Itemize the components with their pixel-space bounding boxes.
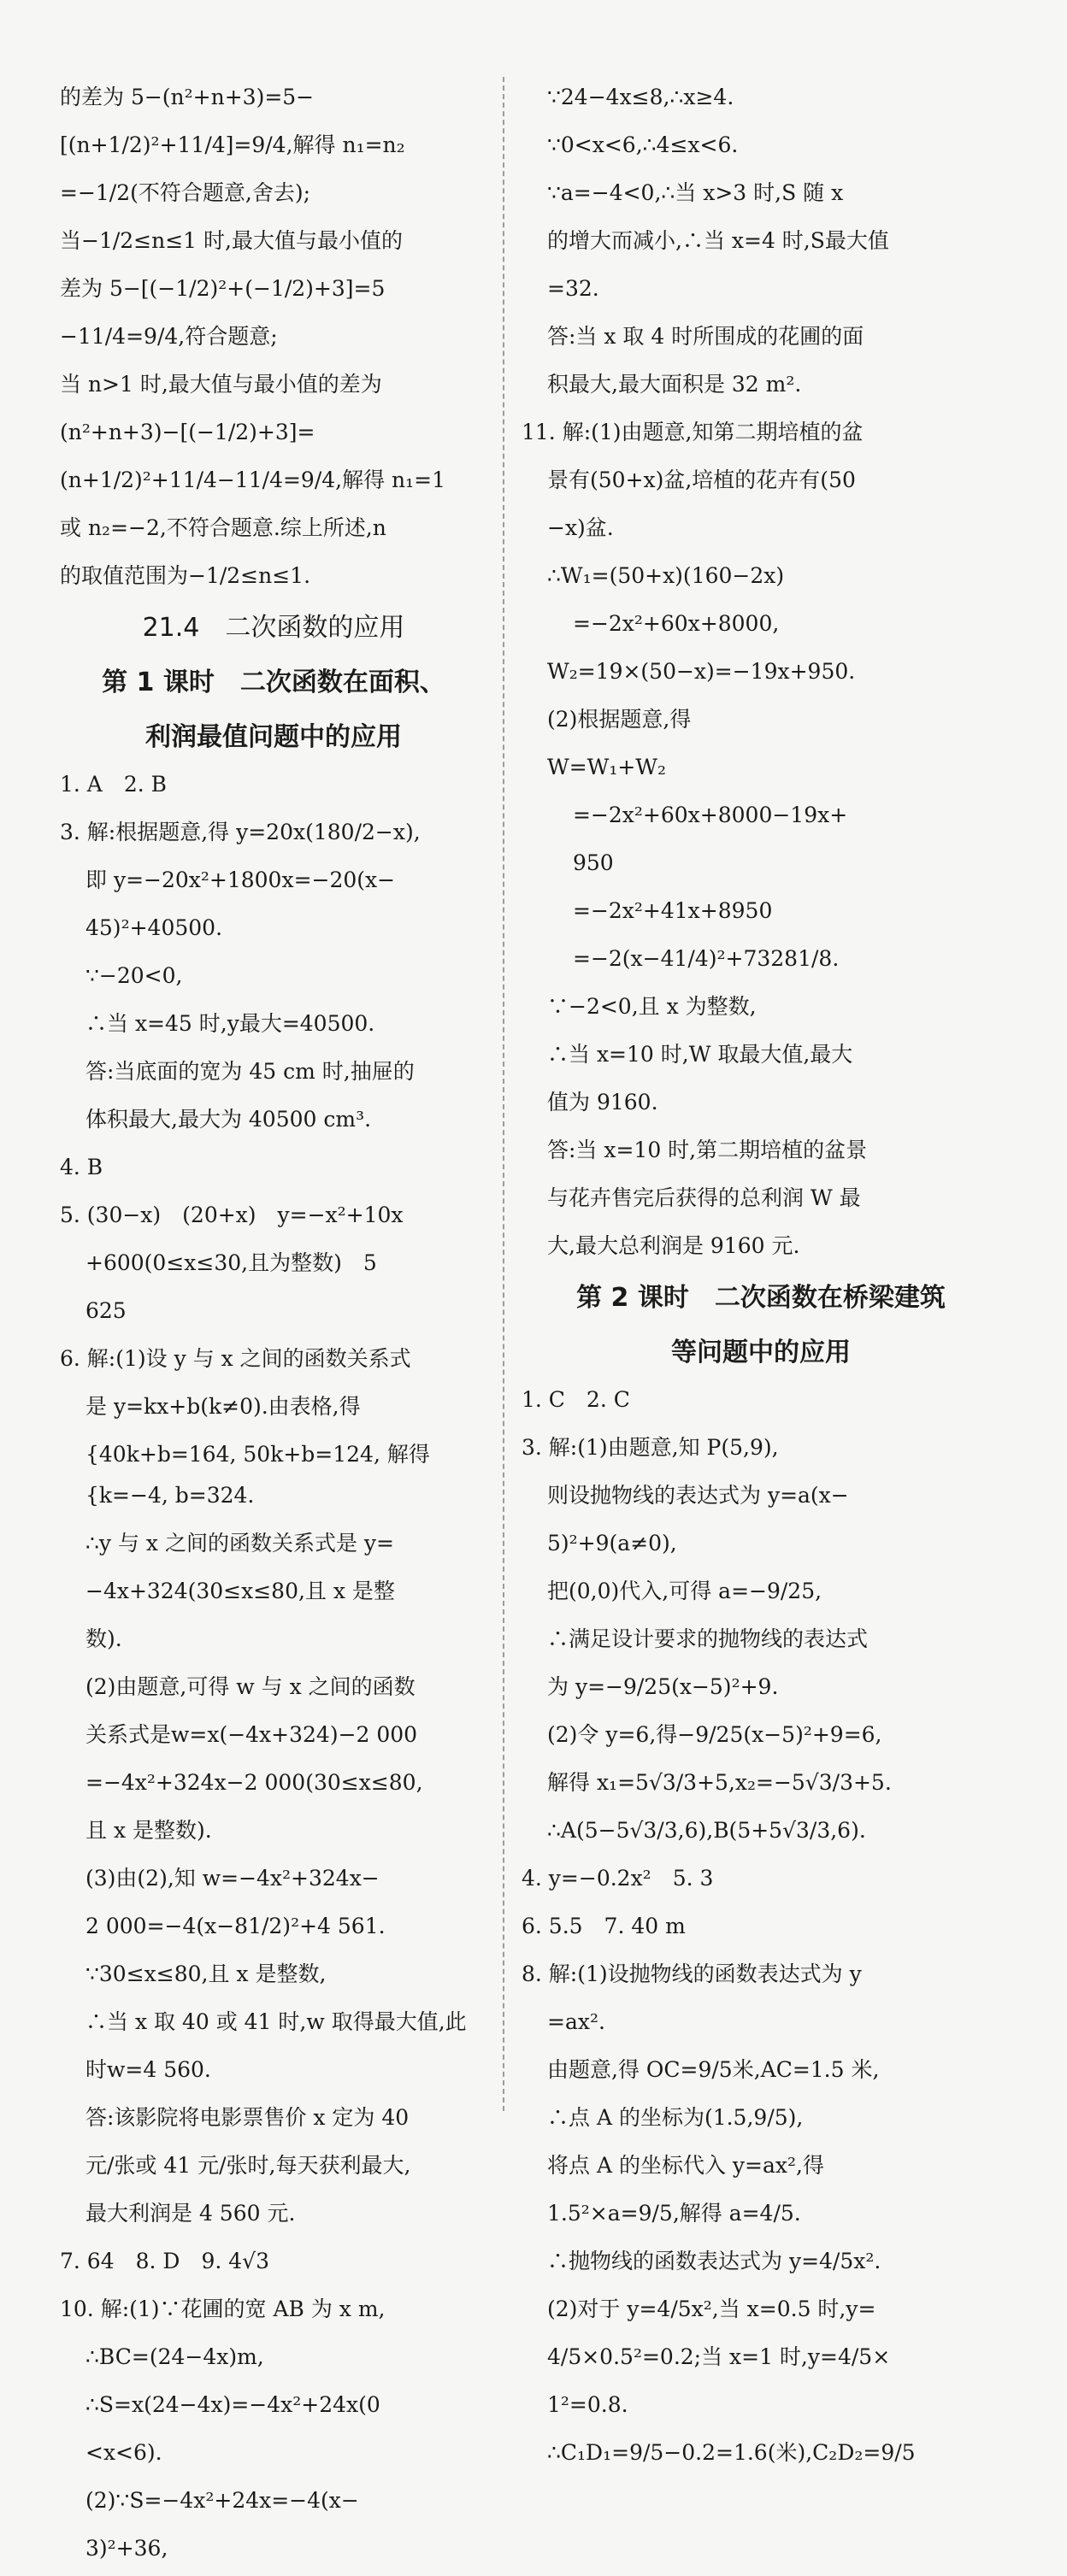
text-line: ∴BC=(24−4x)m, — [85, 2344, 264, 2369]
text-line: =ax². — [547, 2009, 605, 2034]
text-line: 积最大,最大面积是 32 m². — [547, 372, 802, 397]
text-line: =−4x²+324x−2 000(30≤x≤80, — [85, 1770, 423, 1795]
text-line: =32. — [547, 276, 599, 301]
text-line: 则设抛物线的表达式为 y=a(x− — [547, 1483, 849, 1508]
text-line: 答:当 x 取 4 时所围成的花圃的面 — [547, 324, 864, 349]
text-line: ∴A(5−5√3/3,6),B(5+5√3/3,6). — [547, 1818, 866, 1843]
text-line: 将点 A 的坐标代入 y=ax²,得 — [547, 2153, 824, 2178]
text-line: (3)由(2),知 w=−4x²+324x− — [85, 1866, 380, 1891]
text-line: 4. B — [60, 1155, 103, 1179]
text-line: 21.4 二次函数的应用 — [142, 613, 405, 643]
text-line: ∴S=x(24−4x)=−4x²+24x(0 — [85, 2392, 380, 2417]
text-line: 3. 解:根据题意,得 y=20x(180/2−x), — [60, 820, 421, 844]
text-line: 景有(50+x)盆,培植的花卉有(50 — [547, 468, 856, 492]
text-line: 2 000=−4(x−81/2)²+4 561. — [85, 1914, 386, 1938]
text-line: ∵30≤x≤80,且 x 是整数, — [85, 1961, 327, 1986]
text-line: {40k+b=164, 50k+b=124, 解得 {k=−4, b=324. — [85, 1442, 437, 1508]
text-line: ∵24−4x≤8,∴x≥4. — [547, 85, 734, 109]
right-column — [522, 77, 1000, 2480]
text-line: 45)²+40500. — [85, 915, 223, 940]
text-line: 1.5²×a=9/5,解得 a=4/5. — [547, 2201, 801, 2226]
text-line: 5. (30−x) (20+x) y=−x²+10x — [60, 1203, 404, 1227]
text-line: ∴当 x=10 时,W 取最大值,最大 — [547, 1042, 853, 1067]
text-line: 11. 解:(1)由题意,知第二期培植的盆 — [522, 420, 864, 444]
text-line: ∴当 x=45 时,y最大=40500. — [85, 1011, 375, 1036]
text-line: (n²+n+3)−[(−1/2)+3]= — [60, 420, 315, 444]
left-column — [60, 77, 487, 2576]
text-line: 时w=4 560. — [85, 2057, 211, 2082]
text-line: 最大利润是 4 560 元. — [85, 2201, 296, 2226]
text-line: 6. 5.5 7. 40 m — [522, 1914, 686, 1938]
text-line: W₂=19×(50−x)=−19x+950. — [547, 659, 856, 684]
text-line: ∴抛物线的函数表达式为 y=4/5x². — [547, 2249, 881, 2273]
text-line: ∵−2<0,且 x 为整数, — [547, 994, 757, 1019]
text-line: =−2x²+60x+8000−19x+ — [573, 803, 848, 827]
text-line: W=W₁+W₂ — [547, 755, 667, 779]
text-line: 解得 x₁=5√3/3+5,x₂=−5√3/3+5. — [547, 1770, 892, 1795]
text-line: (2)对于 y=4/5x²,当 x=0.5 时,y= — [547, 2297, 876, 2321]
text-line: 1. C 2. C — [522, 1387, 630, 1412]
text-line: 值为 9160. — [547, 1090, 658, 1115]
text-line: 且 x 是整数). — [85, 1818, 212, 1843]
text-line: (2)由题意,可得 w 与 x 之间的函数 — [85, 1674, 416, 1699]
text-line: 6. 解:(1)设 y 与 x 之间的函数关系式 — [60, 1346, 411, 1371]
text-line: 的增大而减小,∴当 x=4 时,S最大值 — [547, 228, 889, 253]
text-line: 1. A 2. B — [60, 772, 168, 797]
text-line: 950 — [573, 850, 614, 875]
text-line: 体积最大,最大为 40500 cm³. — [85, 1107, 372, 1132]
text-line: <x<6). — [85, 2440, 162, 2465]
text-line: 答:当底面的宽为 45 cm 时,抽屉的 — [85, 1059, 415, 1084]
text-line: 625 — [85, 1298, 127, 1323]
text-line: =−2x²+41x+8950 — [573, 898, 773, 923]
text-line: 4. y=−0.2x² 5. 3 — [522, 1866, 714, 1891]
text-line: 5)²+9(a≠0), — [547, 1531, 677, 1556]
text-line: 大,最大总利润是 9160 元. — [547, 1233, 800, 1258]
text-line: 的取值范围为−1/2≤n≤1. — [60, 563, 311, 588]
text-line: 等问题中的应用 — [671, 1338, 851, 1367]
text-line: ∴当 x 取 40 或 41 时,w 取得最大值,此 — [85, 2009, 467, 2034]
text-line: −x)盆. — [547, 515, 614, 540]
column-divider — [503, 77, 504, 2111]
text-line: 当−1/2≤n≤1 时,最大值与最小值的 — [60, 228, 403, 253]
text-line: 的差为 5−(n²+n+3)=5− — [60, 85, 315, 109]
text-line: =−1/2(不符合题意,舍去); — [60, 180, 311, 205]
text-line: 4/5×0.5²=0.2;当 x=1 时,y=4/5× — [547, 2344, 891, 2369]
text-line: 10. 解:(1)∵花圃的宽 AB 为 x m, — [60, 2297, 386, 2321]
text-line: 8. 解:(1)设抛物线的函数表达式为 y — [522, 1961, 862, 1986]
text-line: ∴C₁D₁=9/5−0.2=1.6(米),C₂D₂=9/5 — [547, 2440, 916, 2465]
text-line: ∴点 A 的坐标为(1.5,9/5), — [547, 2105, 804, 2130]
text-line: =−2x²+60x+8000, — [573, 611, 780, 636]
text-line: 元/张或 41 元/张时,每天获利最大, — [85, 2153, 411, 2178]
text-line: 是 y=kx+b(k≠0).由表格,得 — [85, 1394, 361, 1419]
text-line: 答:当 x=10 时,第二期培植的盆景 — [547, 1138, 868, 1162]
text-line: 第 1 课时 二次函数在面积、 — [102, 668, 445, 697]
text-line: 3. 解:(1)由题意,知 P(5,9), — [522, 1435, 779, 1460]
text-line: ∴y 与 x 之间的函数关系式是 y= — [85, 1531, 394, 1556]
text-line: 由题意,得 OC=9/5米,AC=1.5 米, — [547, 2057, 880, 2082]
text-line: 与花卉售完后获得的总利润 W 最 — [547, 1185, 861, 1210]
text-line: (n+1/2)²+11/4−11/4=9/4,解得 n₁=1 — [60, 468, 446, 492]
text-line: 答:该影院将电影票售价 x 定为 40 — [85, 2105, 410, 2130]
text-line: 为 y=−9/25(x−5)²+9. — [547, 1674, 779, 1699]
text-line: 3)²+36, — [85, 2536, 168, 2561]
text-line: 或 n₂=−2,不符合题意.综上所述,n — [60, 515, 386, 540]
text-line: ∵−20<0, — [85, 963, 183, 988]
text-line: 关系式是w=x(−4x+324)−2 000 — [85, 1722, 418, 1747]
text-line: [(n+1/2)²+11/4]=9/4,解得 n₁=n₂ — [60, 132, 405, 157]
text-line: (2)∵S=−4x²+24x=−4(x− — [85, 2488, 359, 2513]
text-line: −4x+324(30≤x≤80,且 x 是整 — [85, 1579, 395, 1603]
text-line: ∵a=−4<0,∴当 x>3 时,S 随 x — [547, 180, 844, 205]
text-line: 差为 5−[(−1/2)²+(−1/2)+3]=5 — [60, 276, 386, 301]
text-line: −11/4=9/4,符合题意; — [60, 324, 278, 349]
text-line: 第 2 课时 二次函数在桥梁建筑 — [576, 1283, 946, 1313]
text-line: 7. 64 8. D 9. 4√3 — [60, 2249, 269, 2273]
text-line: 数). — [85, 1626, 122, 1651]
text-line: 当 n>1 时,最大值与最小值的差为 — [60, 372, 382, 397]
text-line: +600(0≤x≤30,且为整数) 5 — [85, 1250, 377, 1275]
text-line: 1²=0.8. — [547, 2392, 628, 2417]
text-line: (2)根据题意,得 — [547, 707, 692, 732]
text-line: ∴满足设计要求的抛物线的表达式 — [547, 1626, 869, 1651]
text-line: 把(0,0)代入,可得 a=−9/25, — [547, 1579, 822, 1603]
text-line: ∵0<x<6,∴4≤x<6. — [547, 132, 739, 157]
text-line: 利润最值问题中的应用 — [145, 722, 402, 752]
text-line: (2)令 y=6,得−9/25(x−5)²+9=6, — [547, 1722, 882, 1747]
text-line: =−2(x−41/4)²+73281/8. — [573, 946, 840, 971]
text-line: 即 y=−20x²+1800x=−20(x− — [85, 867, 396, 892]
text-line: ∴W₁=(50+x)(160−2x) — [547, 563, 785, 588]
